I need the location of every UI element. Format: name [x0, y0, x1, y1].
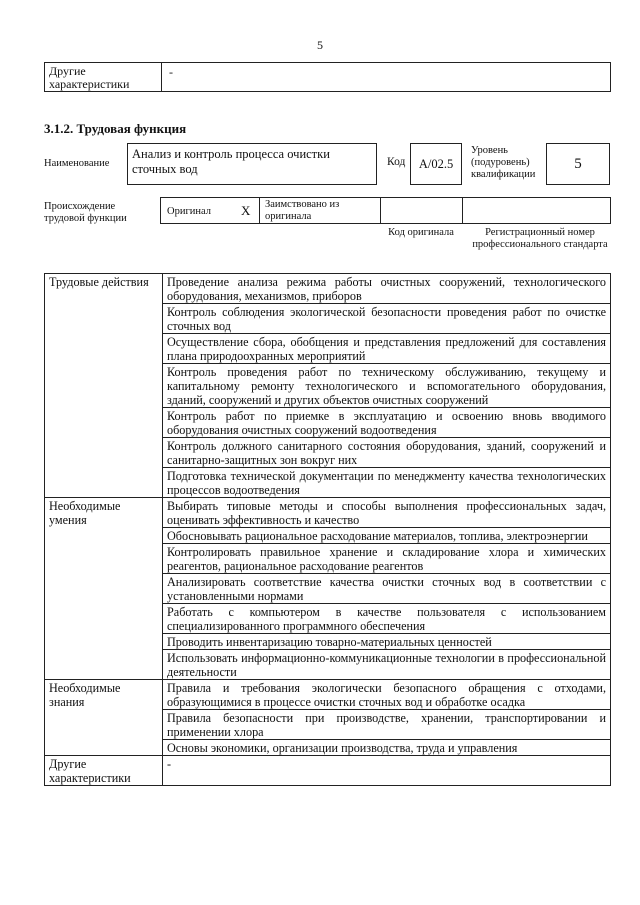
table-cell: Использовать информационно-коммуникационные технологии в профессиональной деятельности [163, 650, 611, 680]
original-label: Оригинал [167, 206, 211, 217]
section-number: 3.1.2. [44, 121, 74, 136]
column-divider [161, 63, 162, 91]
row-header-labor-actions: Трудовые действия [45, 274, 163, 498]
table-cell: - [163, 756, 611, 786]
row-header-other-characteristics: Другие характеристики [45, 756, 163, 786]
origin-row [160, 197, 611, 224]
table-cell: Правила безопасности при производстве, хранении, транспортировании и применении хлора [163, 710, 611, 740]
table-row [45, 498, 611, 528]
table-cell: Выбирать типовые методы и способы выполнения профессиональных задач, оценивать эффективность и качество [163, 498, 611, 528]
table-row [45, 680, 611, 710]
table-cell: Контроль проведения работ по техническому обслуживанию, текущему и капитальному ремонту технологического и вспомогательного оборудования, зданий, сооружений и других объектов очистных сооружений [163, 364, 611, 408]
table-cell: Проведение анализа режима работы очистных сооружений, технологического оборудования, механизмов, приборов [163, 274, 611, 304]
table-cell: Работать с компьютером в качестве пользователя с использованием специализированного программного обеспечения [163, 604, 611, 634]
code-original-caption: Код оригинала [388, 227, 454, 238]
table-row [45, 756, 611, 786]
table-cell: Контроль соблюдения экологической безопасности проведения работ по очистке сточных вод [163, 304, 611, 334]
section-title-text: Трудовая функция [76, 121, 187, 136]
table-cell: Контролировать правильное хранение и складирование хлора и химических реагентов, рациональное расходование реагентов [163, 544, 611, 574]
section-title [44, 121, 186, 137]
table-cell: Контроль должного санитарного состояния оборудования, зданий, сооружений и санитарно-защитных зон вокруг них [163, 438, 611, 468]
origin-divider-3 [462, 198, 463, 223]
table-cell: Обосновывать рациональное расходование материалов, топлива, электроэнергии [163, 528, 611, 544]
origin-label: Происхождение трудовой функции [44, 201, 127, 224]
table-cell: Подготовка технической документации по менеджменту качества технологических процессов водоотведения [163, 468, 611, 498]
table-cell: Контроль работ по приемке в эксплуатацию и освоению вновь вводимого оборудования очистных сооружений водоотведения [163, 408, 611, 438]
table-cell: Правила и требования экологически безопасного обращения с отходами, образующимися в процессе очистки сточных вод и обработке осадка [163, 680, 611, 710]
function-name-value: Анализ и контроль процесса очистки сточных вод [132, 147, 330, 176]
original-mark: Х [241, 203, 251, 218]
code-box [410, 143, 462, 185]
labor-function-table [44, 273, 611, 786]
reg-number-caption: Регистрационный номер профессионального стандарта [472, 227, 608, 250]
other-characteristics-table-top [44, 62, 611, 92]
level-value: 5 [574, 156, 582, 172]
row-header-required-knowledge: Необходимые знания [45, 680, 163, 756]
other-characteristics-value: - [169, 65, 173, 79]
function-name-box [127, 143, 377, 185]
table-row [45, 274, 611, 304]
table-cell: Основы экономики, организации производства, труда и управления [163, 740, 611, 756]
level-label: Уровень (подуровень) квалификации [471, 145, 536, 180]
other-characteristics-label: Другие характеристики [49, 64, 130, 91]
code-value: А/02.5 [418, 157, 454, 171]
origin-divider-2 [380, 198, 381, 223]
table-cell: Проводить инвентаризацию товарно-материальных ценностей [163, 634, 611, 650]
borrowed-label: Заимствовано из оригинала [265, 199, 340, 222]
level-box [546, 143, 610, 185]
name-label: Наименование [44, 158, 110, 169]
origin-divider-1 [259, 198, 260, 223]
code-label: Код [387, 156, 406, 168]
page-number: 5 [317, 38, 323, 52]
row-header-required-skills: Необходимые умения [45, 498, 163, 680]
table-cell: Анализировать соответствие качества очистки сточных вод в соответствии с установленными нормами [163, 574, 611, 604]
table-cell: Осуществление сбора, обобщения и представления предложений для составления плана природоохранных мероприятий [163, 334, 611, 364]
